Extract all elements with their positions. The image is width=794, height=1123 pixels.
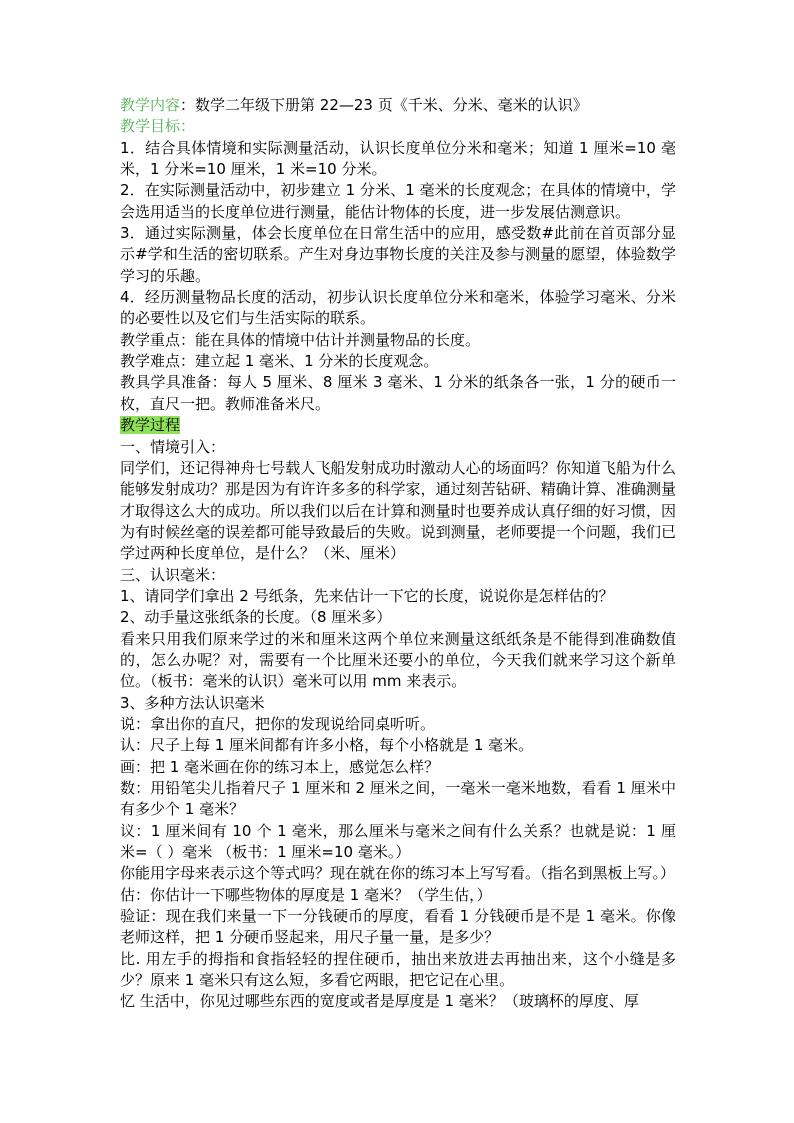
goals-label: 教学目标： <box>120 117 196 136</box>
list-item: 2、动手量这张纸条的长度。（8 厘米多） <box>120 608 392 627</box>
list-item: 认：尺子上每 1 厘米间都有许多小格，每个小格就是 1 毫米。 <box>120 736 534 755</box>
list-item: 比. 用左手的拇指和食指轻轻的捏住硬币，抽出来放进去再抽出来，这个小缝是多少？原来 1 毫米只有这么短，多看它两眼，把它记在心里。 <box>120 949 676 990</box>
teaching-materials: 教具学具准备：每人 5 厘米、8 厘米 3 毫米、1 分米的纸条各一张，1 分的硬币一枚，直尺一把。教师准备米尺。 <box>120 373 676 413</box>
content-label: 教学内容 <box>120 96 181 114</box>
list-item: 估：你估计一下哪些物体的厚度是 1 毫米？（学生估，） <box>120 885 492 904</box>
process-label-line <box>120 415 676 436</box>
process-label: 教学过程 <box>120 416 181 435</box>
list-item: 1、请同学们拿出 2 号纸条，先来估计一下它的长度，说说你是怎样估的？ <box>120 586 614 605</box>
list-item: 验证：现在我们来量一下一分钱硬币的厚度，看看 1 分钱硬币是不是 1 毫米。你像老师这样，把 1 分硬币竖起来，用尺子量一量，是多少？ <box>120 907 676 947</box>
list-item: 你能用字母来表示这个等式吗？现在就在你的练习本上写写看。（指名到黑板上写。） <box>120 864 676 883</box>
list-item: 看来只用我们原来学过的米和厘米这两个单位来测量这纸纸条是不能得到准确数值的，怎么办呢？对，需要有一个比厘米还要小的单位，今天我们就来学习这个新单位。（板书：毫米的认识）毫米可以用 mm 来表示。 <box>120 629 676 691</box>
list-item: 3、多种方法认识毫米 <box>120 693 265 712</box>
document-body <box>120 95 676 1013</box>
goal-item: 4．经历测量物品长度的活动，初步认识长度单位分米和毫米，体验学习毫米、分米的必要性以及它们与生活实际的联系。 <box>120 288 676 328</box>
list-item: 说：拿出你的直尺，把你的发现说给同桌听听。 <box>120 714 436 733</box>
goal-item: 2．在实际测量活动中，初步建立 1 分米、1 毫米的长度观念；在具体的情境中，学会选用适当的长度单位进行测量，能估计物体的长度，进一步发展估测意识。 <box>120 181 676 221</box>
goal-item: 1．结合具体情境和实际测量活动，认识长度单位分米和毫米；知道 1 厘米=10 毫米，1 分米=10 厘米，1 米=10 分米。 <box>120 138 676 179</box>
list-item: 数：用铅笔尖儿指着尺子 1 厘米和 2 厘米之间，一毫米一毫米地数，看看 1 厘米中有多少个 1 毫米？ <box>120 779 676 819</box>
section-title: 三、认识毫米： <box>120 565 226 584</box>
list-item: 画：把 1 毫米画在你的练习本上，感觉怎么样？ <box>120 757 440 776</box>
section-title: 一、情境引入： <box>120 437 226 456</box>
goal-item: 3．通过实际测量，体会长度单位在日常生活中的应用，感受数#此前在首页部分显示#学和生活的密切联系。产生对身边事物长度的关注及参与测量的愿望，体验数学学习的乐趣。 <box>120 224 676 285</box>
teaching-difficulty: 教学难点：建立起 1 毫米、1 分米的长度观念。 <box>120 352 439 371</box>
teaching-focus: 教学重点：能在具体的情境中估计并测量物品的长度。 <box>120 330 481 349</box>
list-item: 议：1 厘米间有 10 个 1 毫米，那么厘米与毫米之间有什么关系？也就是说：1 厘米=（ ）毫米 （板书：1 厘米=10 毫米。） <box>120 821 676 862</box>
lesson-content-line <box>120 95 676 116</box>
section-paragraph: 同学们，还记得神舟七号载人飞船发射成功时激动人心的场面吗？你知道飞船为什么能够发射成功？那是因为有许许多多的科学家，通过刻苦钻研、精确计算、准确测量才取得这么大的成功。所以我们以后在计算和测量时也要养成认真仔细的好习惯，因为有时候丝毫的误差都可能导致最后的失败。说到测量，老师要提一个问题，我们已学过两种长度单位，是什么？（米、厘米） <box>120 458 676 563</box>
content-text: ：数学二年级下册第 22—23 页《千米、分米、毫米的认识》 <box>180 96 588 114</box>
list-item: 忆 生活中，你见过哪些东西的宽度或者是厚度是 1 毫米？（玻璃杯的厚度、厚 <box>120 992 639 1011</box>
